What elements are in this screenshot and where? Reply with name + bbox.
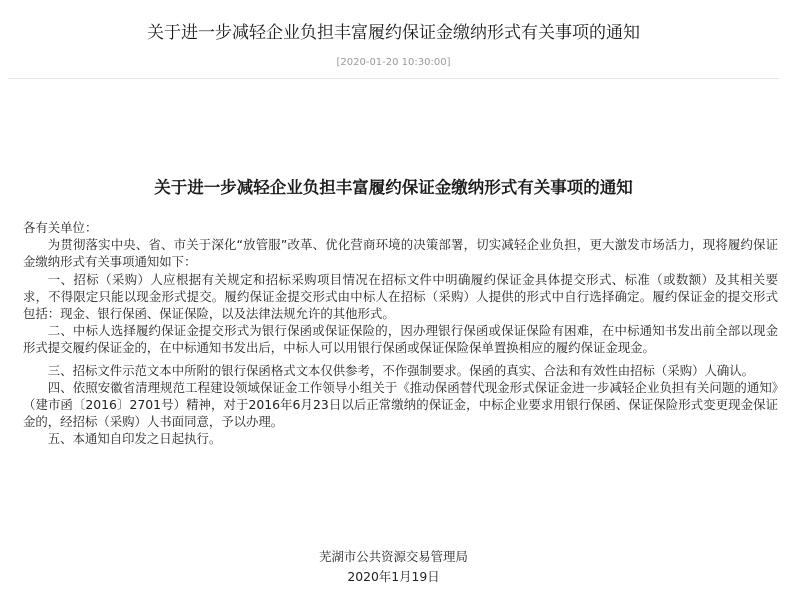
document-body <box>23 219 778 448</box>
header-divider <box>8 78 779 79</box>
salutation: 各有关单位： <box>23 220 98 235</box>
paragraph-item-4: 四、依照安徽省清理规范工程建设领域保证金工作领导小组关于《推动保函替代现金形式保证金进一步减轻企业负担有关问题的通知》（建市函〔2016〕2701号）精神，对于2016年6月23日以后正常缴纳的保证金，中标企业要求用银行保函、保证保险形式变更现金保证金的，经招标（采购）人书面同意，予以办理。 <box>23 379 778 430</box>
signature-organization: 芜湖市公共资源交易管理局 <box>319 549 468 564</box>
paragraph-intro: 为贯彻落实中央、省、市关于深化“放管服”改革、优化营商环境的决策部署，切实减轻企业负担，更大激发市场活力，现将履约保证金缴纳形式有关事项通知如下： <box>23 237 778 270</box>
page-title: 关于进一步减轻企业负担丰富履约保证金缴纳形式有关事项的通知 <box>147 23 640 43</box>
paragraph-item-1: 一、招标（采购）人应根据有关规定和招标采购项目情况在招标文件中明确履约保证金具体提交形式、标准（或数额）及其相关要求，不得限定只能以现金形式提交。履约保证金提交形式由中标人在招标（采购）人提供的形式中自行选择确定。履约保证金的提交形式包括：现金、银行保函、保证保险，以及法律法规允许的其他形式。 <box>23 271 778 322</box>
signature-date: 2020年1月19日 <box>347 569 440 584</box>
paragraph-item-2: 二、中标人选择履约保证金提交形式为银行保函或保证保险的，因办理银行保函或保证保险有困难，在中标通知书发出前全部以现金形式提交履约保证金的，在中标通知书发出后，中标人可以用银行保函或保证保险保单置换相应的履约保证金现金。 <box>23 323 778 356</box>
document-title: 关于进一步减轻企业负担丰富履约保证金缴纳形式有关事项的通知 <box>154 178 633 197</box>
paragraph-item-3: 三、招标文件示范文本中所附的银行保函格式文本仅供参考，不作强制要求。保函的真实、合法和有效性由招标（采购）人确认。 <box>47 362 755 378</box>
paragraph-item-5: 五、本通知自印发之日起执行。 <box>47 431 222 447</box>
publish-timestamp: [2020-01-20 10:30:00] <box>336 57 451 68</box>
